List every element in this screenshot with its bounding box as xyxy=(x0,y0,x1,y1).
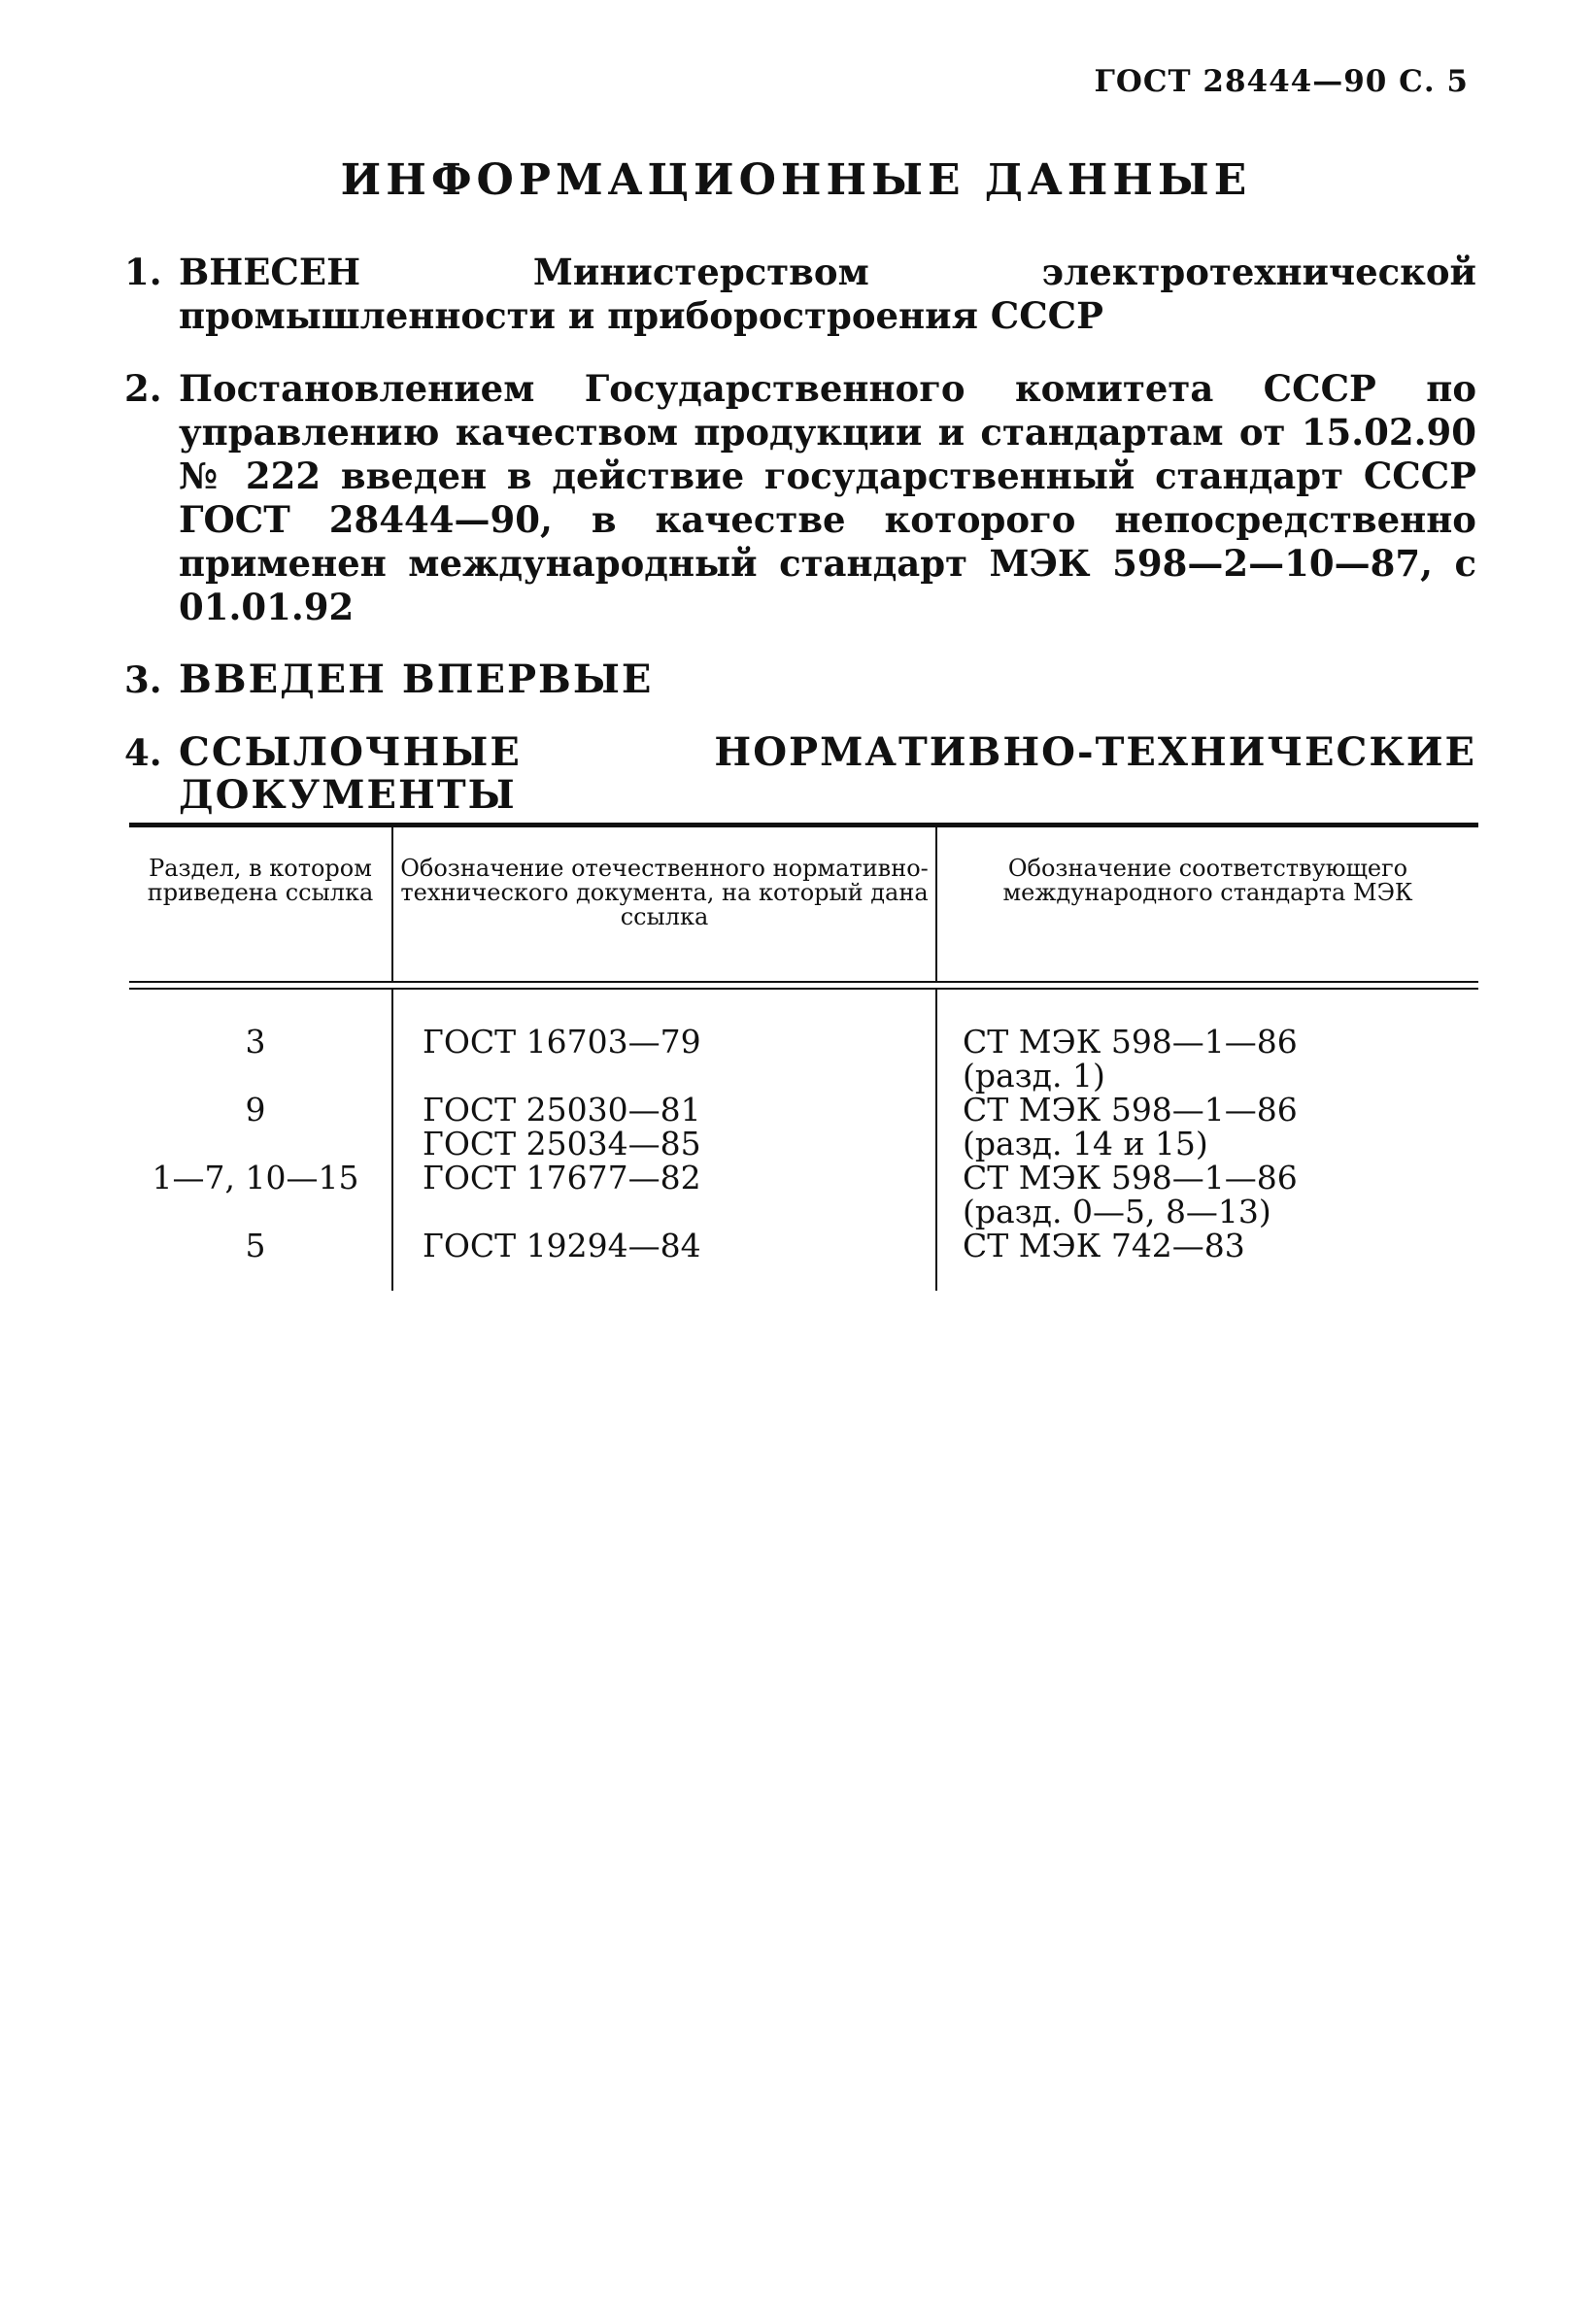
table-cell: ГОСТ 25034—85 xyxy=(423,1125,701,1162)
table-cell: 9 xyxy=(245,1091,266,1128)
iec-section-note: (разд. 14 и 15) xyxy=(963,1125,1208,1162)
item-number: 4. xyxy=(124,731,162,774)
table-cell: 3 xyxy=(245,1023,266,1061)
document-title: ИНФОРМАЦИОННЫЕ ДАННЫЕ xyxy=(340,155,1252,205)
table-cell xyxy=(937,1025,1478,1093)
header-gost: Обозначение отечественного нормативно-технического документа, на который дана ссылка xyxy=(391,827,937,981)
table-cell xyxy=(937,1229,1478,1297)
item-text: ВВЕДЕН ВПЕРВЫЕ xyxy=(179,657,654,702)
info-item xyxy=(124,367,1476,629)
iec-standard: СТ МЭК 598—1—86 xyxy=(963,1091,1298,1128)
iec-section-note: (разд. 0—5, 8—13) xyxy=(963,1193,1271,1230)
table-cell: ГОСТ 16703—79 xyxy=(423,1023,701,1061)
item-number: 3. xyxy=(124,658,162,701)
item-text: Постановлением Государственного комитета СССР по управлению качеством продукции и стандартам от 15.02.90 № 222 введен в действие государственный стандарт СССР ГОСТ 28444—90, в качестве которого непосредственно применен международный стандарт МЭК 598—2—10—87, с 01.01.92 xyxy=(179,367,1476,628)
iec-section-note: (разд. 1) xyxy=(963,1057,1105,1095)
table-cell xyxy=(937,1093,1478,1161)
table-header xyxy=(129,827,1478,981)
table-body xyxy=(129,990,1478,1291)
item-number: 1. xyxy=(124,251,162,293)
gost-column xyxy=(391,990,937,1291)
table-cell: 5 xyxy=(245,1227,266,1264)
header-section: Раздел, в котором приведена ссылка xyxy=(147,855,374,906)
info-item xyxy=(124,658,1476,702)
iec-column xyxy=(937,990,1478,1291)
section-column xyxy=(129,990,391,1291)
iec-standard: СТ МЭК 598—1—86 xyxy=(963,1023,1298,1061)
page-header: ГОСТ 28444—90 С. 5 xyxy=(1094,64,1469,99)
table-cell xyxy=(937,1161,1478,1229)
iec-standard: СТ МЭК 742—83 xyxy=(963,1227,1245,1264)
table-header-rule xyxy=(129,981,1478,990)
item-text: ВНЕСЕН Министерством электротехнической промышленности и приборостроения СССР xyxy=(179,251,1476,337)
header-iec: Обозначение соответствующего международного стандарта МЭК xyxy=(1002,855,1413,906)
reference-table xyxy=(129,823,1478,1291)
item-number: 2. xyxy=(124,367,162,410)
table-cell: ГОСТ 19294—84 xyxy=(423,1227,701,1264)
iec-standard: СТ МЭК 598—1—86 xyxy=(963,1159,1298,1196)
table-cell: 1—7, 10—15 xyxy=(152,1159,359,1196)
item-text: ССЫЛОЧНЫЕ НОРМАТИВНО-ТЕХНИЧЕСКИЕ ДОКУМЕНТЫ xyxy=(179,729,1476,818)
info-item xyxy=(124,731,1476,817)
info-item xyxy=(124,251,1476,338)
info-list xyxy=(124,251,1476,846)
table-cell: ГОСТ 17677—82 xyxy=(423,1159,701,1196)
table-cell: ГОСТ 25030—81 xyxy=(423,1091,701,1128)
